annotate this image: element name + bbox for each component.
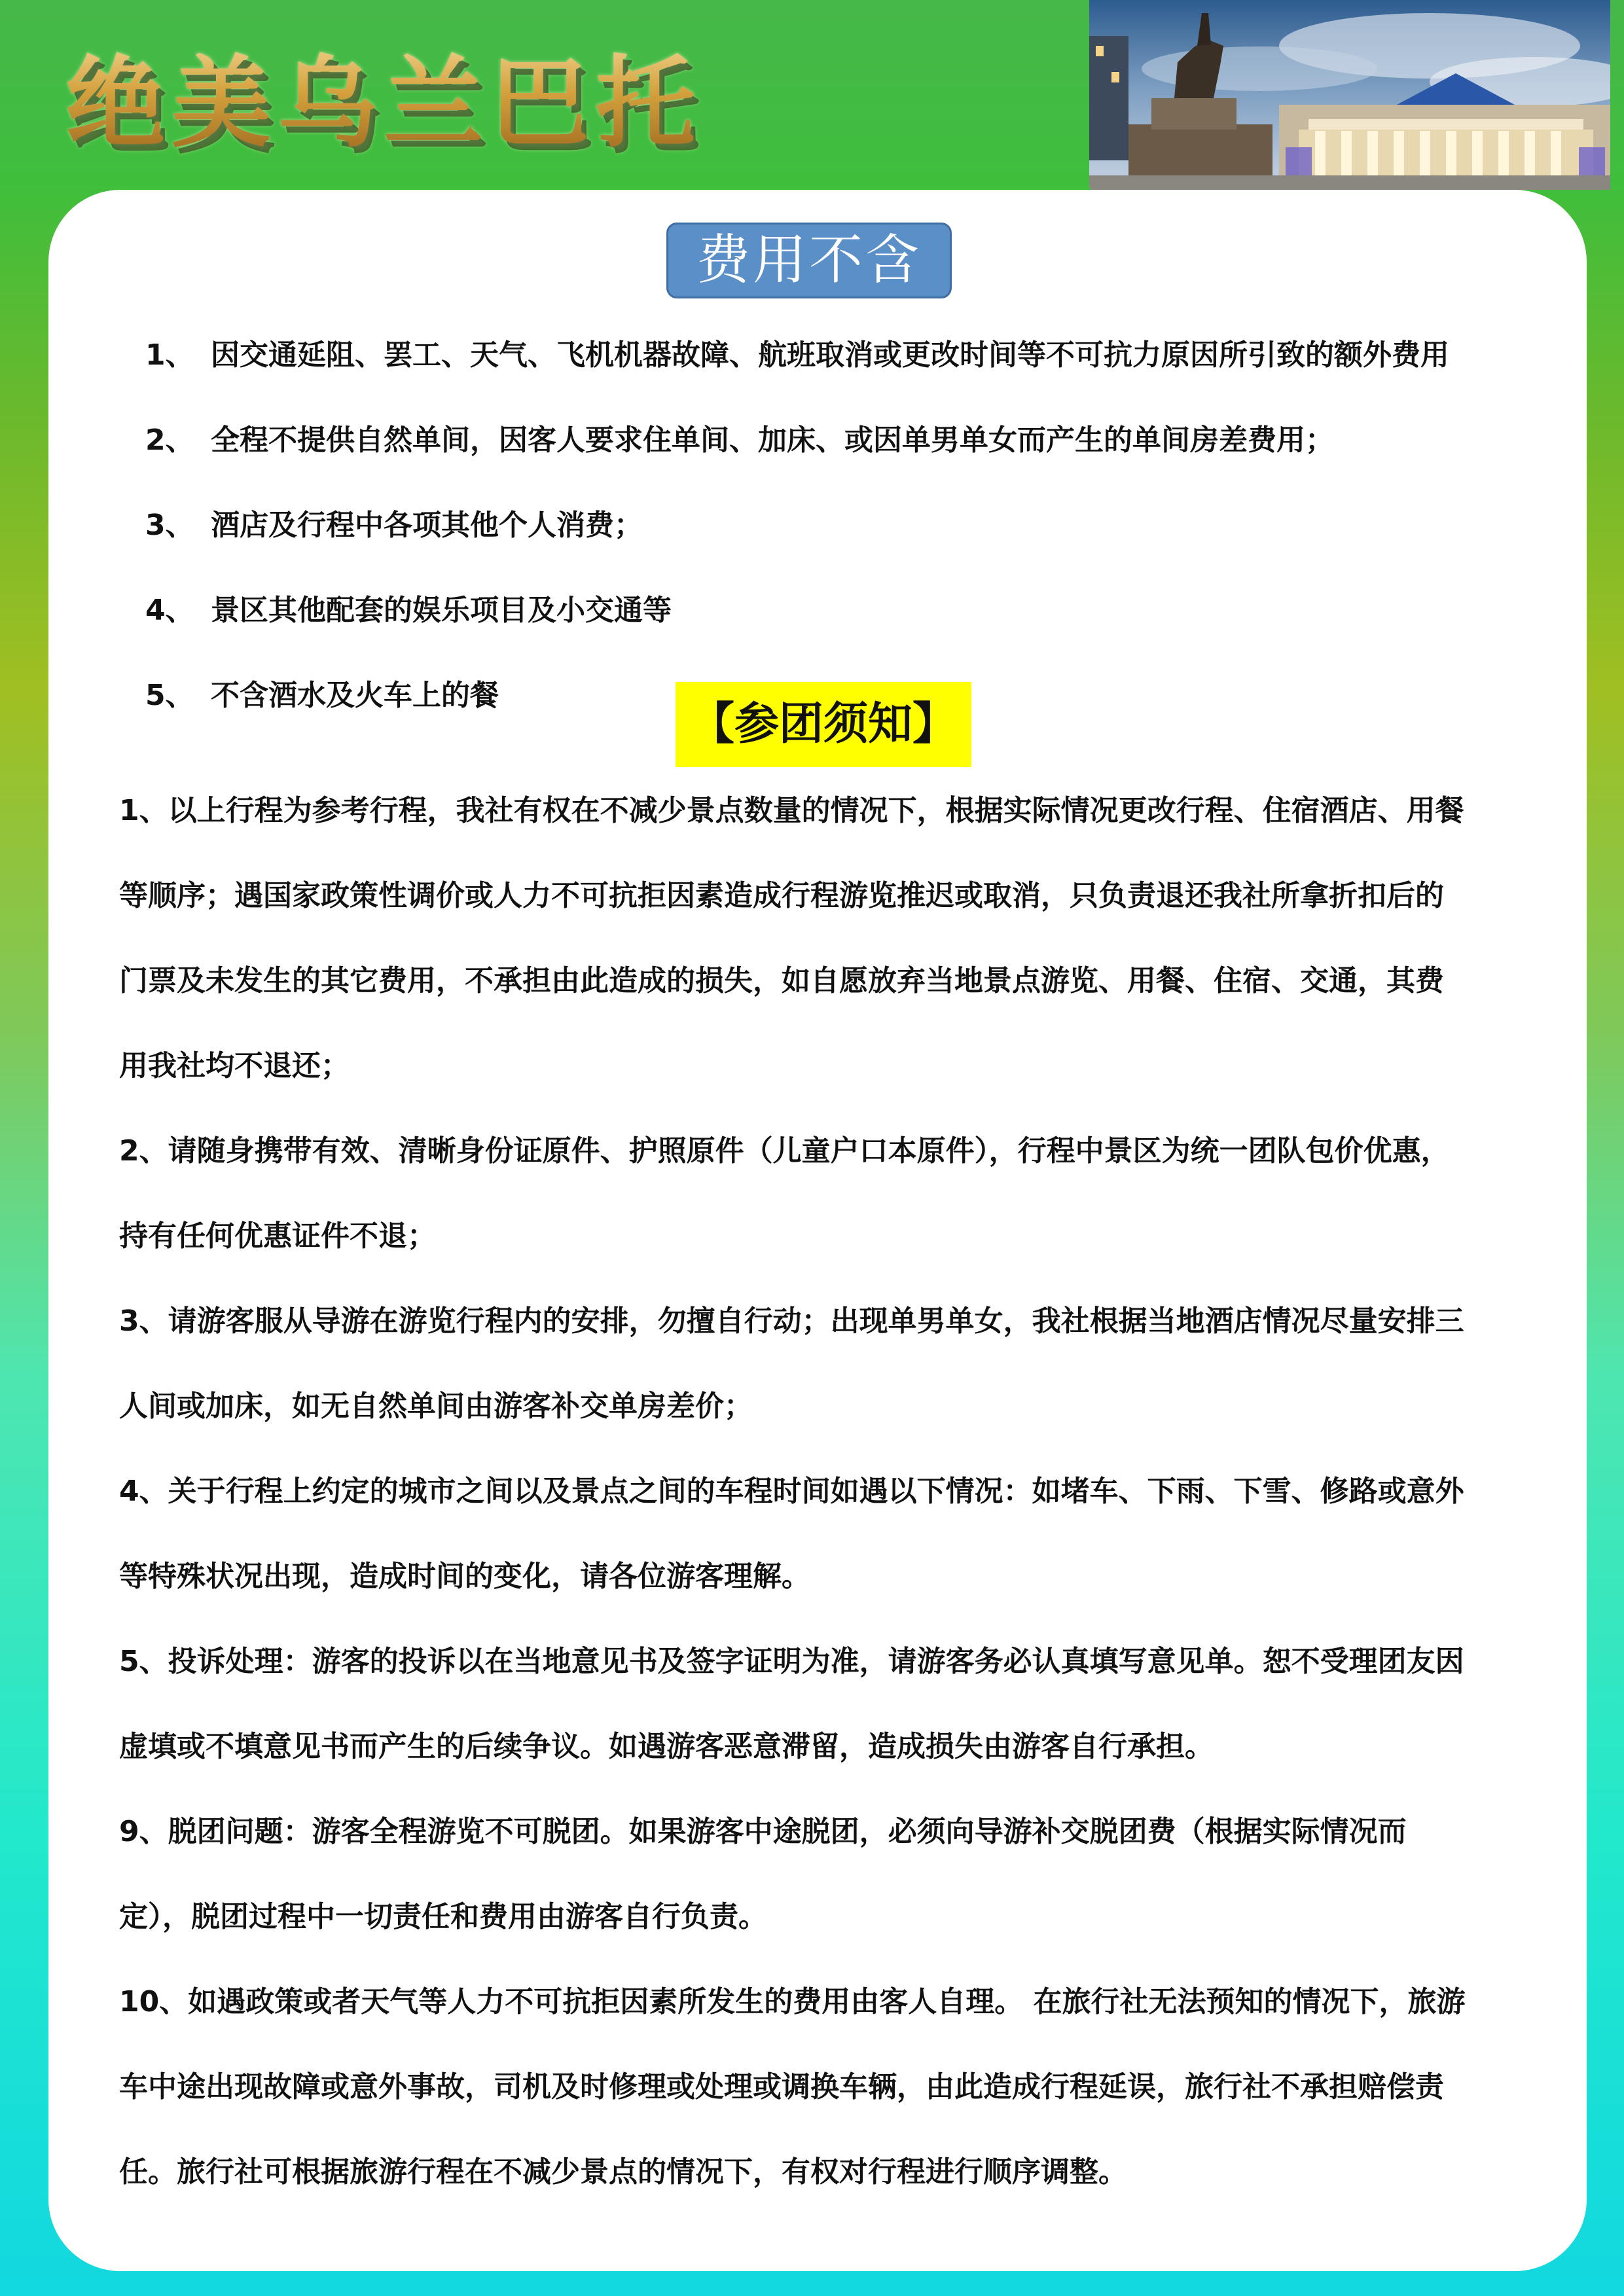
- notice-item: [119, 1789, 1526, 1960]
- notice-line: 2、请随身携带有效、清晰身份证原件、护照原件（儿童户口本原件），行程中景区为统一团队包价优惠，: [119, 1134, 1450, 1168]
- notice-line: 车中途出现故障或意外事故，司机及时修理或处理或调换车辆，由此造成行程延误，旅行社不承担赔偿责: [119, 2070, 1444, 2104]
- notice-line: 5、投诉处理：游客的投诉以在当地意见书及签字证明为准，请游客务必认真填写意见单。恕不受理团友因: [119, 1645, 1464, 1678]
- notice-line: 用我社均不退还；: [119, 1049, 350, 1083]
- fee-item-number: 3、: [145, 509, 194, 542]
- notice-line: 任。旅行社可根据旅游行程在不减少景点的情况下，有权对行程进行顺序调整。: [119, 2155, 1127, 2189]
- notice-line: 门票及未发生的其它费用，不承担由此造成的损失，如自愿放弃当地景点游览、用餐、住宿、交通，其费: [119, 964, 1444, 997]
- fee-item: [145, 313, 1546, 398]
- fee-item: [145, 568, 1546, 653]
- fee-item-text: 酒店及行程中各项其他个人消费；: [211, 509, 643, 542]
- landmark-photo: [1089, 0, 1610, 190]
- notice-line: 4、关于行程上约定的城市之间以及景点之间的车程时间如遇以下情况：如堵车、下雨、下雪、修路或意外: [119, 1475, 1464, 1508]
- notice-line: 虚填或不填意见书而产生的后续争议。如遇游客恶意滞留，造成损失由游客自行承担。: [119, 1730, 1214, 1763]
- fee-item: [145, 483, 1546, 568]
- notice-item: [119, 768, 1526, 1109]
- fee-item-number: 4、: [145, 594, 194, 627]
- banner-title: 绝美乌兰巴托: [65, 7, 702, 183]
- landmark-photo-icon: [1089, 0, 1610, 190]
- notice-list: [119, 768, 1526, 2215]
- fees-excluded-list: [145, 313, 1546, 738]
- fee-item-number: 2、: [145, 423, 194, 457]
- notice-line: 定），脱团过程中一切责任和费用由游客自行负责。: [119, 1900, 767, 1933]
- fee-item-text: 景区其他配套的娱乐项目及小交通等: [211, 594, 672, 627]
- notice-item: [119, 1960, 1526, 2215]
- fees-excluded-title: 费用不含: [666, 223, 952, 298]
- fee-item-text: 全程不提供自然单间，因客人要求住单间、加床、或因单男单女而产生的单间房差费用；: [211, 423, 1334, 457]
- fee-item-text: 因交通延阻、罢工、天气、飞机机器故障、航班取消或更改时间等不可抗力原因所引致的额外费用: [211, 338, 1449, 372]
- notice-line: 1、以上行程为参考行程，我社有权在不减少景点数量的情况下，根据实际情况更改行程、住宿酒店、用餐: [119, 794, 1464, 827]
- fee-item-number: 1、: [145, 338, 194, 372]
- notice-line: 持有任何优惠证件不退；: [119, 1219, 436, 1253]
- notice-item: [119, 1109, 1526, 1279]
- fee-item: [145, 398, 1546, 483]
- fee-item-number: 5、: [145, 679, 194, 712]
- notice-line: 3、请游客服从导游在游览行程内的安排，勿擅自行动；出现单男单女，我社根据当地酒店情况尽量安排三: [119, 1304, 1464, 1338]
- content-card: [48, 190, 1587, 2271]
- fee-item-text: 不含酒水及火车上的餐: [211, 679, 499, 712]
- notice-item: [119, 1449, 1526, 1619]
- notice-line: 人间或加床，如无自然单间由游客补交单房差价；: [119, 1390, 753, 1423]
- notice-title: 【参团须知】: [676, 682, 971, 767]
- notice-line: 等顺序；遇国家政策性调价或人力不可抗拒因素造成行程游览推迟或取消，只负责退还我社所拿折扣后的: [119, 879, 1444, 912]
- notice-line: 等特殊状况出现，造成时间的变化，请各位游客理解。: [119, 1560, 810, 1593]
- notice-item: [119, 1279, 1526, 1449]
- notice-line: 10、如遇政策或者天气等人力不可抗拒因素所发生的费用由客人自理。 在旅行社无法预知的情况下，旅游: [119, 1985, 1466, 2018]
- notice-item: [119, 1619, 1526, 1789]
- notice-line: 9、脱团问题：游客全程游览不可脱团。如果游客中途脱团，必须向导游补交脱团费（根据实际情况而: [119, 1815, 1407, 1848]
